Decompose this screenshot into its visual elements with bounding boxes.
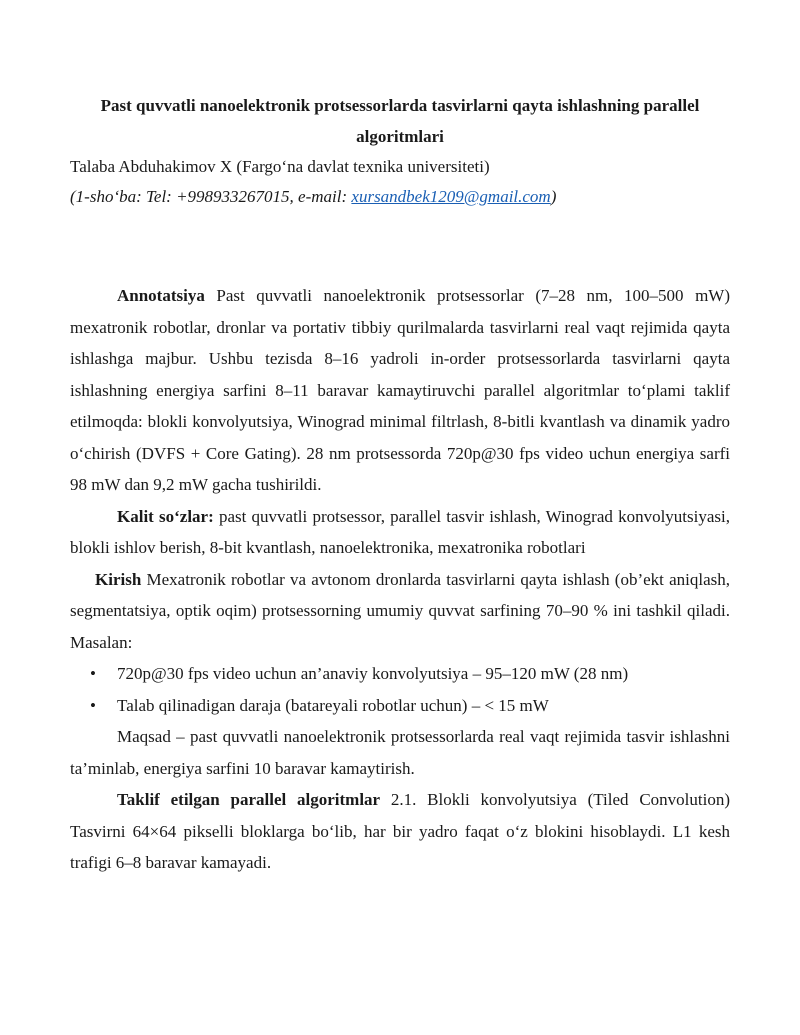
bullet-icon: •	[90, 695, 96, 715]
paper-title: Past quvvatli nanoelektronik protsessorlarda tasvirlarni qayta ishlashning parallel algoritmlari	[100, 96, 700, 146]
list-item	[70, 690, 730, 722]
abstract-paragraph	[70, 280, 730, 501]
keywords-heading: Kalit so‘zlar:	[117, 506, 214, 526]
proposed-paragraph	[70, 784, 730, 879]
intro-text: Mexatronik robotlar va avtonom dronlarda tasvirlarni qayta ishlash (ob’ekt aniqlash, segmentatsiya, optik oqim) protsessorning umumiy quvvat sarfining 70–90 % ini tashkil qiladi. Masalan:	[70, 569, 730, 652]
proposed-heading: Taklif etilgan parallel algoritmlar	[117, 790, 381, 809]
bullet-text: Talab qilinadigan daraja (batareyali robotlar uchun) – < 15 mW	[117, 695, 549, 715]
contact-suffix: )	[550, 187, 557, 206]
intro-bullet-list	[70, 658, 730, 721]
list-item	[70, 658, 730, 690]
keywords-paragraph	[70, 501, 730, 564]
goal-paragraph: Maqsad – past quvvatli nanoelektronik protsessorlarda real vaqt rejimida tasvir ishlashni ta’minlab, energiya sarfini 10 baravar kamaytirish.	[70, 727, 730, 778]
contact-prefix: (1-sho‘ba: Tel: +998933267015, e-mail:	[70, 187, 352, 206]
bullet-icon: •	[90, 664, 96, 683]
intro-heading: Kirish	[95, 569, 142, 589]
email-link[interactable]: xursandbek1209@gmail.com	[351, 187, 551, 206]
contact-line	[70, 182, 730, 212]
document-page	[70, 90, 730, 879]
proposed-text: 2.1. Blokli konvolyutsiya (Tiled Convolution) Tasvirni 64×64 pikselli bloklarga bo‘lib, har bir yadro faqat o‘z blokini hisoblaydi. L1 kesh trafigi 6–8 baravar kamayadi.	[70, 790, 730, 872]
keywords-text: past quvvatli protsessor, parallel tasvir ishlash, Winograd konvolyutsiyasi, blokli ishlov berish, 8-bit kvantlash, nanoelektronika, mexatronika robotlari	[70, 506, 730, 557]
spacer	[70, 212, 730, 280]
intro-paragraph	[70, 564, 730, 659]
author-line: Talaba Abduhakimov X (Fargo‘na davlat texnika universiteti)	[70, 157, 490, 176]
bullet-text: 720p@30 fps video uchun an’anaviy konvolyutsiya – 95–120 mW (28 nm)	[117, 664, 629, 683]
abstract-text: Past quvvatli nanoelektronik protsessorlar (7–28 nm, 100–500 mW) mexatronik robotlar, dronlar va portativ tibbiy qurilmalarda tasvirlarni real vaqt rejimida qayta ishlashga majbur. Ushbu tezisda 8–16 yadroli in-order protsessorlarda tasvirlarni qayta ishlashning energiya sarfini 8–11 baravar kamaytiruvchi parallel algoritmlar to‘plami taklif etilmoqda: blokli konvolyutsiya, Winograd minimal filtrlash, 8-bitli kvantlash va dinamik yadro o‘chirish (DVFS + Core Gating). 28 nm protsessorda 720p@30 fps video uchun energiya sarfi 98 mW dan 9,2 mW gacha tushirildi.	[70, 286, 730, 494]
abstract-heading: Annotatsiya	[117, 286, 205, 305]
